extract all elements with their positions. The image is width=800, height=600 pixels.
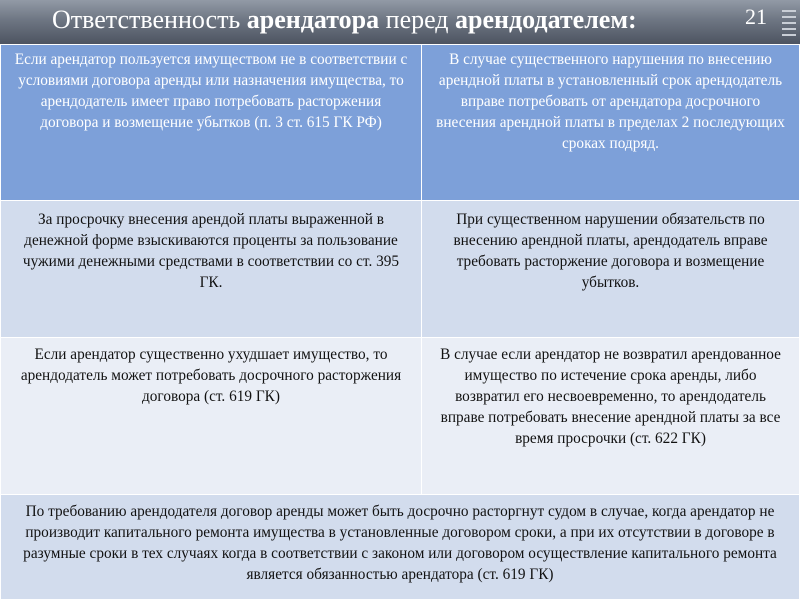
corner-decoration bbox=[778, 0, 800, 44]
header-cell-left: Если арендатор пользуется имуществом не в соответствии с условиями договора аренды или назначения имущества, то арендодатель имеет право потребовать расторжения договора и возмещение убытков (п. 3 ст. 615 ГК РФ) bbox=[1, 45, 422, 201]
table-row bbox=[1, 201, 800, 338]
title-bold-2: арендодателем: bbox=[455, 5, 637, 34]
row1-cell-right: При существенном нарушении обязательств по внесению арендной платы, арендодатель вправе требовать расторжение договора и возмещение убытков. bbox=[422, 201, 800, 338]
row2-cell-left: Если арендатор существенно ухудшает имущество, то арендодатель может потребовать досрочного расторжения договора (ст. 619 ГК) bbox=[1, 338, 422, 495]
title-part-1: Ответственность bbox=[52, 5, 247, 34]
row1-cell-left: За просрочку внесения арендой платы выраженной в денежной форме взыскиваются проценты за пользование чужими денежными средствами в соответствии со ст. 395 ГК. bbox=[1, 201, 422, 338]
row3-cell-full: По требованию арендодателя договор аренды может быть досрочно расторгнут судом в случае, когда арендатор не производит капитального ремонта имущества в установленные договором сроки, а при их отсутствии в договоре в разумные сроки в тех случаях когда в соответствии с законом или договором осуществление капитального ремонта является обязанностью арендатора (ст. 619 ГК) bbox=[1, 495, 800, 600]
header-cell-right: В случае существенного нарушения по внесению арендной платы в установленный срок арендодатель вправе потребовать от арендатора досрочного внесения арендной платы в пределах 2 последующих сроках подряд. bbox=[422, 45, 800, 201]
table-row bbox=[1, 495, 800, 600]
slide-number: 21 bbox=[745, 4, 767, 29]
slide-title bbox=[52, 4, 637, 36]
table-row bbox=[1, 338, 800, 495]
title-bold-1: арендатора bbox=[246, 5, 380, 34]
table-row bbox=[1, 45, 800, 201]
row2-cell-right: В случае если арендатор не возвратил арендованное имущество по истечение срока аренды, либо возвратил его несвоевременно, то арендодатель вправе потребовать внесение арендной платы за все время просрочки (ст. 622 ГК) bbox=[422, 338, 800, 495]
title-bar bbox=[0, 0, 800, 44]
responsibility-table bbox=[0, 44, 800, 600]
title-part-2: перед bbox=[379, 5, 456, 34]
